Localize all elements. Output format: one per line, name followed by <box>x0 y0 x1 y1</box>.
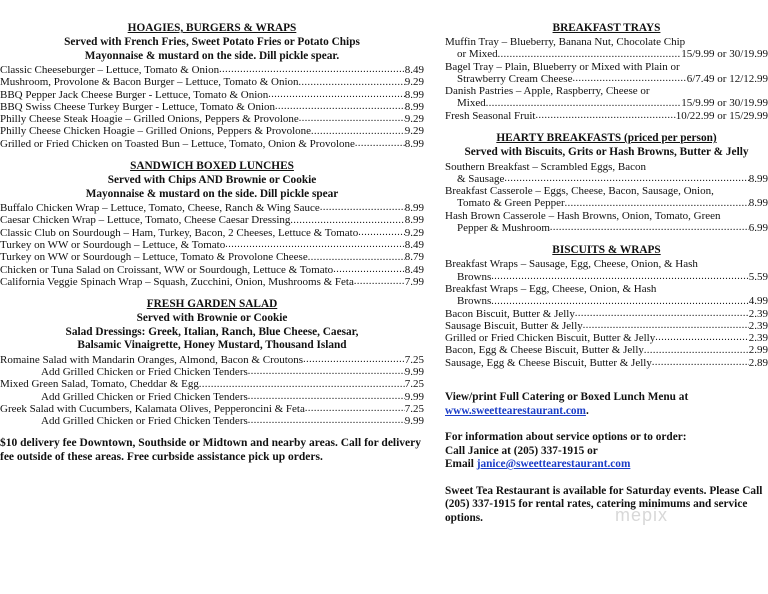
view-menu-text <box>445 391 768 418</box>
item-name: or Mixed <box>457 48 498 61</box>
section-subtitle: Mayonnaise & mustard on the side. Dill pickle spear <box>85 187 339 200</box>
menu-item <box>0 366 424 378</box>
dot-leader <box>355 138 405 150</box>
menu-item-list <box>0 202 424 288</box>
dot-leader <box>299 113 405 125</box>
item-price: 15/9.99 or 30/19.99 <box>681 48 768 61</box>
email-label: Email <box>445 458 477 471</box>
item-name: & Sausage <box>457 172 505 185</box>
menu-item-list <box>445 161 768 235</box>
dot-leader <box>572 73 686 85</box>
dot-leader <box>655 332 749 344</box>
item-price: 8.49 <box>404 64 424 76</box>
item-price: 7.25 <box>404 353 424 366</box>
section-title: HEARTY BREAKFASTS (priced per person) <box>496 132 717 145</box>
menu-item <box>445 222 768 234</box>
dot-leader <box>290 215 404 227</box>
item-name: Mixed Green Salad, Tomato, Cheddar & Egg <box>0 378 199 391</box>
dot-leader <box>575 308 749 320</box>
item-name: Sausage Biscuit, Butter & Jelly <box>445 319 583 332</box>
item-name: Grilled or Fried Chicken on Toasted Bun – Lettuce, Tomato, Onion & Provolone <box>0 137 355 150</box>
dot-leader <box>333 264 405 276</box>
order-phone-line: Call Janice at (205) 337-1915 or <box>445 444 598 457</box>
item-price: 9.29 <box>404 113 424 126</box>
dot-leader <box>498 49 682 61</box>
item-name: Tomato & Green Pepper <box>457 197 565 210</box>
item-name: Add Grilled Chicken or Fried Chicken Tenders <box>41 365 248 378</box>
item-name: Pepper & Mushroom <box>457 222 550 235</box>
item-price: 2.39 <box>748 332 768 345</box>
section-subtitle: Salad Dressings: Greek, Italian, Ranch, Blue Cheese, Caesar, <box>65 325 359 338</box>
dot-leader <box>248 366 405 378</box>
hearty-breakfasts-section <box>445 132 768 234</box>
item-price: 9.99 <box>404 365 424 378</box>
dot-leader <box>299 77 405 89</box>
item-name: Sausage, Egg & Cheese Biscuit, Butter & Jelly <box>445 356 652 369</box>
menu-item <box>0 251 424 263</box>
dot-leader <box>248 415 405 427</box>
menu-item <box>445 173 768 185</box>
item-price: 9.29 <box>404 226 424 239</box>
menu-item <box>445 97 768 109</box>
menu-item <box>0 354 424 366</box>
menu-item <box>0 202 424 214</box>
menu-item <box>0 264 424 276</box>
menu-item <box>0 239 424 251</box>
item-name: Browns <box>457 270 492 283</box>
order-info-line: For information about service options or to order: <box>445 431 687 444</box>
item-price: 2.89 <box>748 356 768 369</box>
menu-item <box>445 332 768 344</box>
item-price: 2.99 <box>748 344 768 357</box>
item-price: 8.99 <box>404 100 424 113</box>
item-name: Mushroom, Provolone & Bacon Burger – Lettuce, Tomato & Onion <box>0 76 299 89</box>
breakfast-trays-section <box>445 22 768 122</box>
section-subtitle: Served with French Fries, Sweet Potato Fries or Potato Chips <box>64 36 360 48</box>
dot-leader <box>308 252 405 264</box>
events-note: Sweet Tea Restaurant is available for Saturday events. Please Call (205) 337-1915 for rental rates, catering minimums and service options. <box>445 484 763 524</box>
link-period: . <box>585 404 589 417</box>
item-name: Caesar Chicken Wrap – Lettuce, Tomato, Cheese Caesar Dressing <box>0 214 291 227</box>
item-price: 8.99 <box>404 214 424 227</box>
dot-leader <box>652 357 749 369</box>
menu-item-list <box>445 258 768 369</box>
menu-item <box>0 113 424 125</box>
item-name: Philly Cheese Chicken Hoagie – Grilled Onions, Peppers & Provolone <box>0 125 312 138</box>
section-title: HOAGIES, BURGERS & WRAPS <box>127 22 297 34</box>
menu-item <box>0 378 424 390</box>
item-price: 4.99 <box>748 295 768 308</box>
dot-leader <box>320 202 405 214</box>
order-email-line <box>445 458 768 472</box>
item-price: 8.49 <box>404 263 424 276</box>
section-subtitle: Served with Chips AND Brownie or Cookie <box>107 174 317 187</box>
item-price: 9.99 <box>404 390 424 403</box>
section-subtitle: Served with Brownie or Cookie <box>136 312 288 325</box>
item-name: Buffalo Chicken Wrap – Lettuce, Tomato, Cheese, Ranch & Wing Sauce <box>0 202 320 215</box>
menu-item-list <box>0 354 424 428</box>
section-title: BISCUITS & WRAPS <box>552 244 661 257</box>
item-name: Browns <box>457 295 492 308</box>
menu-item <box>445 271 768 283</box>
item-price: 7.25 <box>404 402 424 415</box>
item-name: Chicken or Tuna Salad on Croissant, WW or Sourdough, Lettuce & Tomato <box>0 263 334 276</box>
item-price: 2.39 <box>748 319 768 332</box>
dot-leader <box>535 110 675 122</box>
item-description: Breakfast Casserole – Eggs, Cheese, Bacon, Sausage, Onion, <box>445 185 714 198</box>
dot-leader <box>358 227 405 239</box>
section-subtitle: Served with Biscuits, Grits or Hash Browns, Butter & Jelly <box>464 146 749 159</box>
item-name: Fresh Seasonal Fruit <box>445 109 536 122</box>
item-name: Classic Club on Sourdough – Ham, Turkey, Bacon, 2 Cheeses, Lettuce & Tomato <box>0 226 359 239</box>
item-price: 8.49 <box>404 238 424 251</box>
dot-leader <box>219 64 405 76</box>
item-name: Greek Salad with Cucumbers, Kalamata Olives, Pepperoncini & Feta <box>0 402 305 415</box>
menu-item <box>445 344 768 356</box>
boxed-lunch-section <box>0 160 424 288</box>
section-title: FRESH GARDEN SALAD <box>146 298 278 311</box>
dot-leader <box>225 239 405 251</box>
item-price: 7.99 <box>404 275 424 288</box>
item-price: 6/7.49 or 12/12.99 <box>686 72 768 85</box>
menu-item <box>445 110 768 122</box>
order-info <box>445 431 768 472</box>
dot-leader <box>354 276 405 288</box>
item-description: Bagel Tray – Plain, Blueberry or Mixed with Plain or <box>445 60 680 73</box>
dot-leader <box>491 271 749 283</box>
item-price: 9.29 <box>404 125 424 138</box>
item-price: 7.25 <box>404 378 424 391</box>
dot-leader <box>248 391 405 403</box>
dot-leader <box>199 379 405 391</box>
menu-item <box>0 391 424 403</box>
view-menu-label: View/print Full Catering or Boxed Lunch Menu at <box>445 391 689 404</box>
item-price: 8.99 <box>404 137 424 150</box>
dot-leader <box>305 403 405 415</box>
item-price: 15/9.99 or 30/19.99 <box>681 97 768 110</box>
left-column <box>0 22 424 465</box>
item-name: Turkey on WW or Sourdough – Lettuce, & Tomato <box>0 238 226 251</box>
section-subtitle: Mayonnaise & mustard on the side. Dill pickle spear. <box>84 49 340 62</box>
dot-leader <box>565 198 749 210</box>
catering-notes <box>445 391 768 525</box>
item-price: 8.99 <box>748 172 768 185</box>
item-name: BBQ Pepper Jack Cheese Burger - Lettuce, Tomato & Onion <box>0 88 269 101</box>
section-title: SANDWICH BOXED LUNCHES <box>130 160 294 173</box>
item-name: Add Grilled Chicken or Fried Chicken Tenders <box>41 415 248 428</box>
item-name: Turkey on WW or Sourdough – Lettuce, Tomato & Provolone Cheese <box>0 251 308 264</box>
dot-leader <box>486 98 681 110</box>
item-price: 8.99 <box>404 202 424 215</box>
right-column <box>445 22 768 525</box>
menu-item <box>445 320 768 332</box>
hoagies-section <box>0 22 424 150</box>
item-name: Bacon, Egg & Cheese Biscuit, Butter & Jelly <box>445 344 644 357</box>
menu-item <box>0 89 424 101</box>
item-name: BBQ Swiss Cheese Turkey Burger - Lettuce, Tomato & Onion <box>0 100 276 113</box>
biscuits-wraps-section <box>445 244 768 369</box>
dot-leader <box>311 126 405 138</box>
menu-item-list <box>445 36 768 122</box>
item-price: 8.99 <box>748 197 768 210</box>
menu-item <box>445 48 768 60</box>
menu-item <box>0 415 424 427</box>
website-link[interactable]: www.sweetteare​staurant.com <box>445 404 586 417</box>
item-price: 9.99 <box>404 415 424 428</box>
delivery-note: $10 delivery fee Downtown, Southside or Midtown and nearby areas. Call for delivery fee outside of these areas. Free curbside assistance pick up orders. <box>0 437 422 464</box>
dot-leader <box>644 345 749 357</box>
email-link[interactable]: janice@sweetteare​staurant.com <box>476 458 631 471</box>
dot-leader <box>491 296 749 308</box>
item-name: Classic Cheeseburger – Lettuce, Tomato & Onion <box>0 64 220 76</box>
watermark-text: mepix <box>615 505 669 525</box>
section-subtitle: Balsamic Vinaigrette, Honey Mustard, Thousand Island <box>77 339 347 352</box>
item-name: Romaine Salad with Mandarin Oranges, Almond, Bacon & Croutons <box>0 353 304 366</box>
item-description: Danish Pastries – Apple, Raspberry, Cheese or <box>445 85 650 98</box>
item-description: Hash Brown Casserole – Hash Browns, Onion, Tomato, Green <box>445 209 721 222</box>
menu-item <box>0 138 424 150</box>
dot-leader <box>583 320 749 332</box>
item-price: 9.29 <box>404 76 424 89</box>
item-name: Bacon Biscuit, Butter & Jelly <box>445 307 575 320</box>
menu-item <box>0 76 424 88</box>
item-price: 2.39 <box>748 307 768 320</box>
menu-item <box>445 73 768 85</box>
menu-item <box>0 227 424 239</box>
dot-leader <box>268 89 404 101</box>
item-price: 5.59 <box>748 270 768 283</box>
dot-leader <box>275 101 405 113</box>
dot-leader <box>303 354 405 366</box>
item-description: Breakfast Wraps – Egg, Cheese, Onion, & Hash <box>445 282 657 295</box>
item-name: Grilled or Fried Chicken Biscuit, Butter & Jelly <box>445 332 656 345</box>
menu-item <box>445 308 768 320</box>
item-price: 10/22.99 or 15/29.99 <box>675 109 768 122</box>
item-name: Philly Cheese Steak Hoagie – Grilled Onions, Peppers & Provolone <box>0 113 299 126</box>
menu-item <box>445 357 768 369</box>
item-name: Strawberry Cream Cheese <box>457 72 573 85</box>
menu-item <box>0 125 424 137</box>
menu-item-list <box>0 64 424 150</box>
menu-item <box>0 403 424 415</box>
item-price: 8.79 <box>404 251 424 264</box>
item-name: California Veggie Spinach Wrap – Squash, Zucchini, Onion, Mushrooms & Feta <box>0 275 354 288</box>
item-price: 8.99 <box>404 88 424 101</box>
item-name: Add Grilled Chicken or Fried Chicken Tenders <box>41 390 248 403</box>
dot-leader <box>550 222 749 234</box>
item-description: Muffin Tray – Blueberry, Banana Nut, Chocolate Chip <box>445 36 686 48</box>
menu-item <box>0 64 424 76</box>
menu-item <box>0 101 424 113</box>
item-price: 6.99 <box>748 222 768 235</box>
item-name: Mixed <box>457 97 486 110</box>
item-description: Breakfast Wraps – Sausage, Egg, Cheese, Onion, & Hash <box>445 258 698 271</box>
dot-leader <box>504 173 748 185</box>
section-title: BREAKFAST TRAYS <box>552 22 661 34</box>
menu-item <box>0 214 424 226</box>
item-description: Southern Breakfast – Scrambled Eggs, Bacon <box>445 160 647 173</box>
menu-item <box>0 276 424 288</box>
menu-item <box>445 295 768 307</box>
salad-section <box>0 298 424 427</box>
menu-item <box>445 197 768 209</box>
